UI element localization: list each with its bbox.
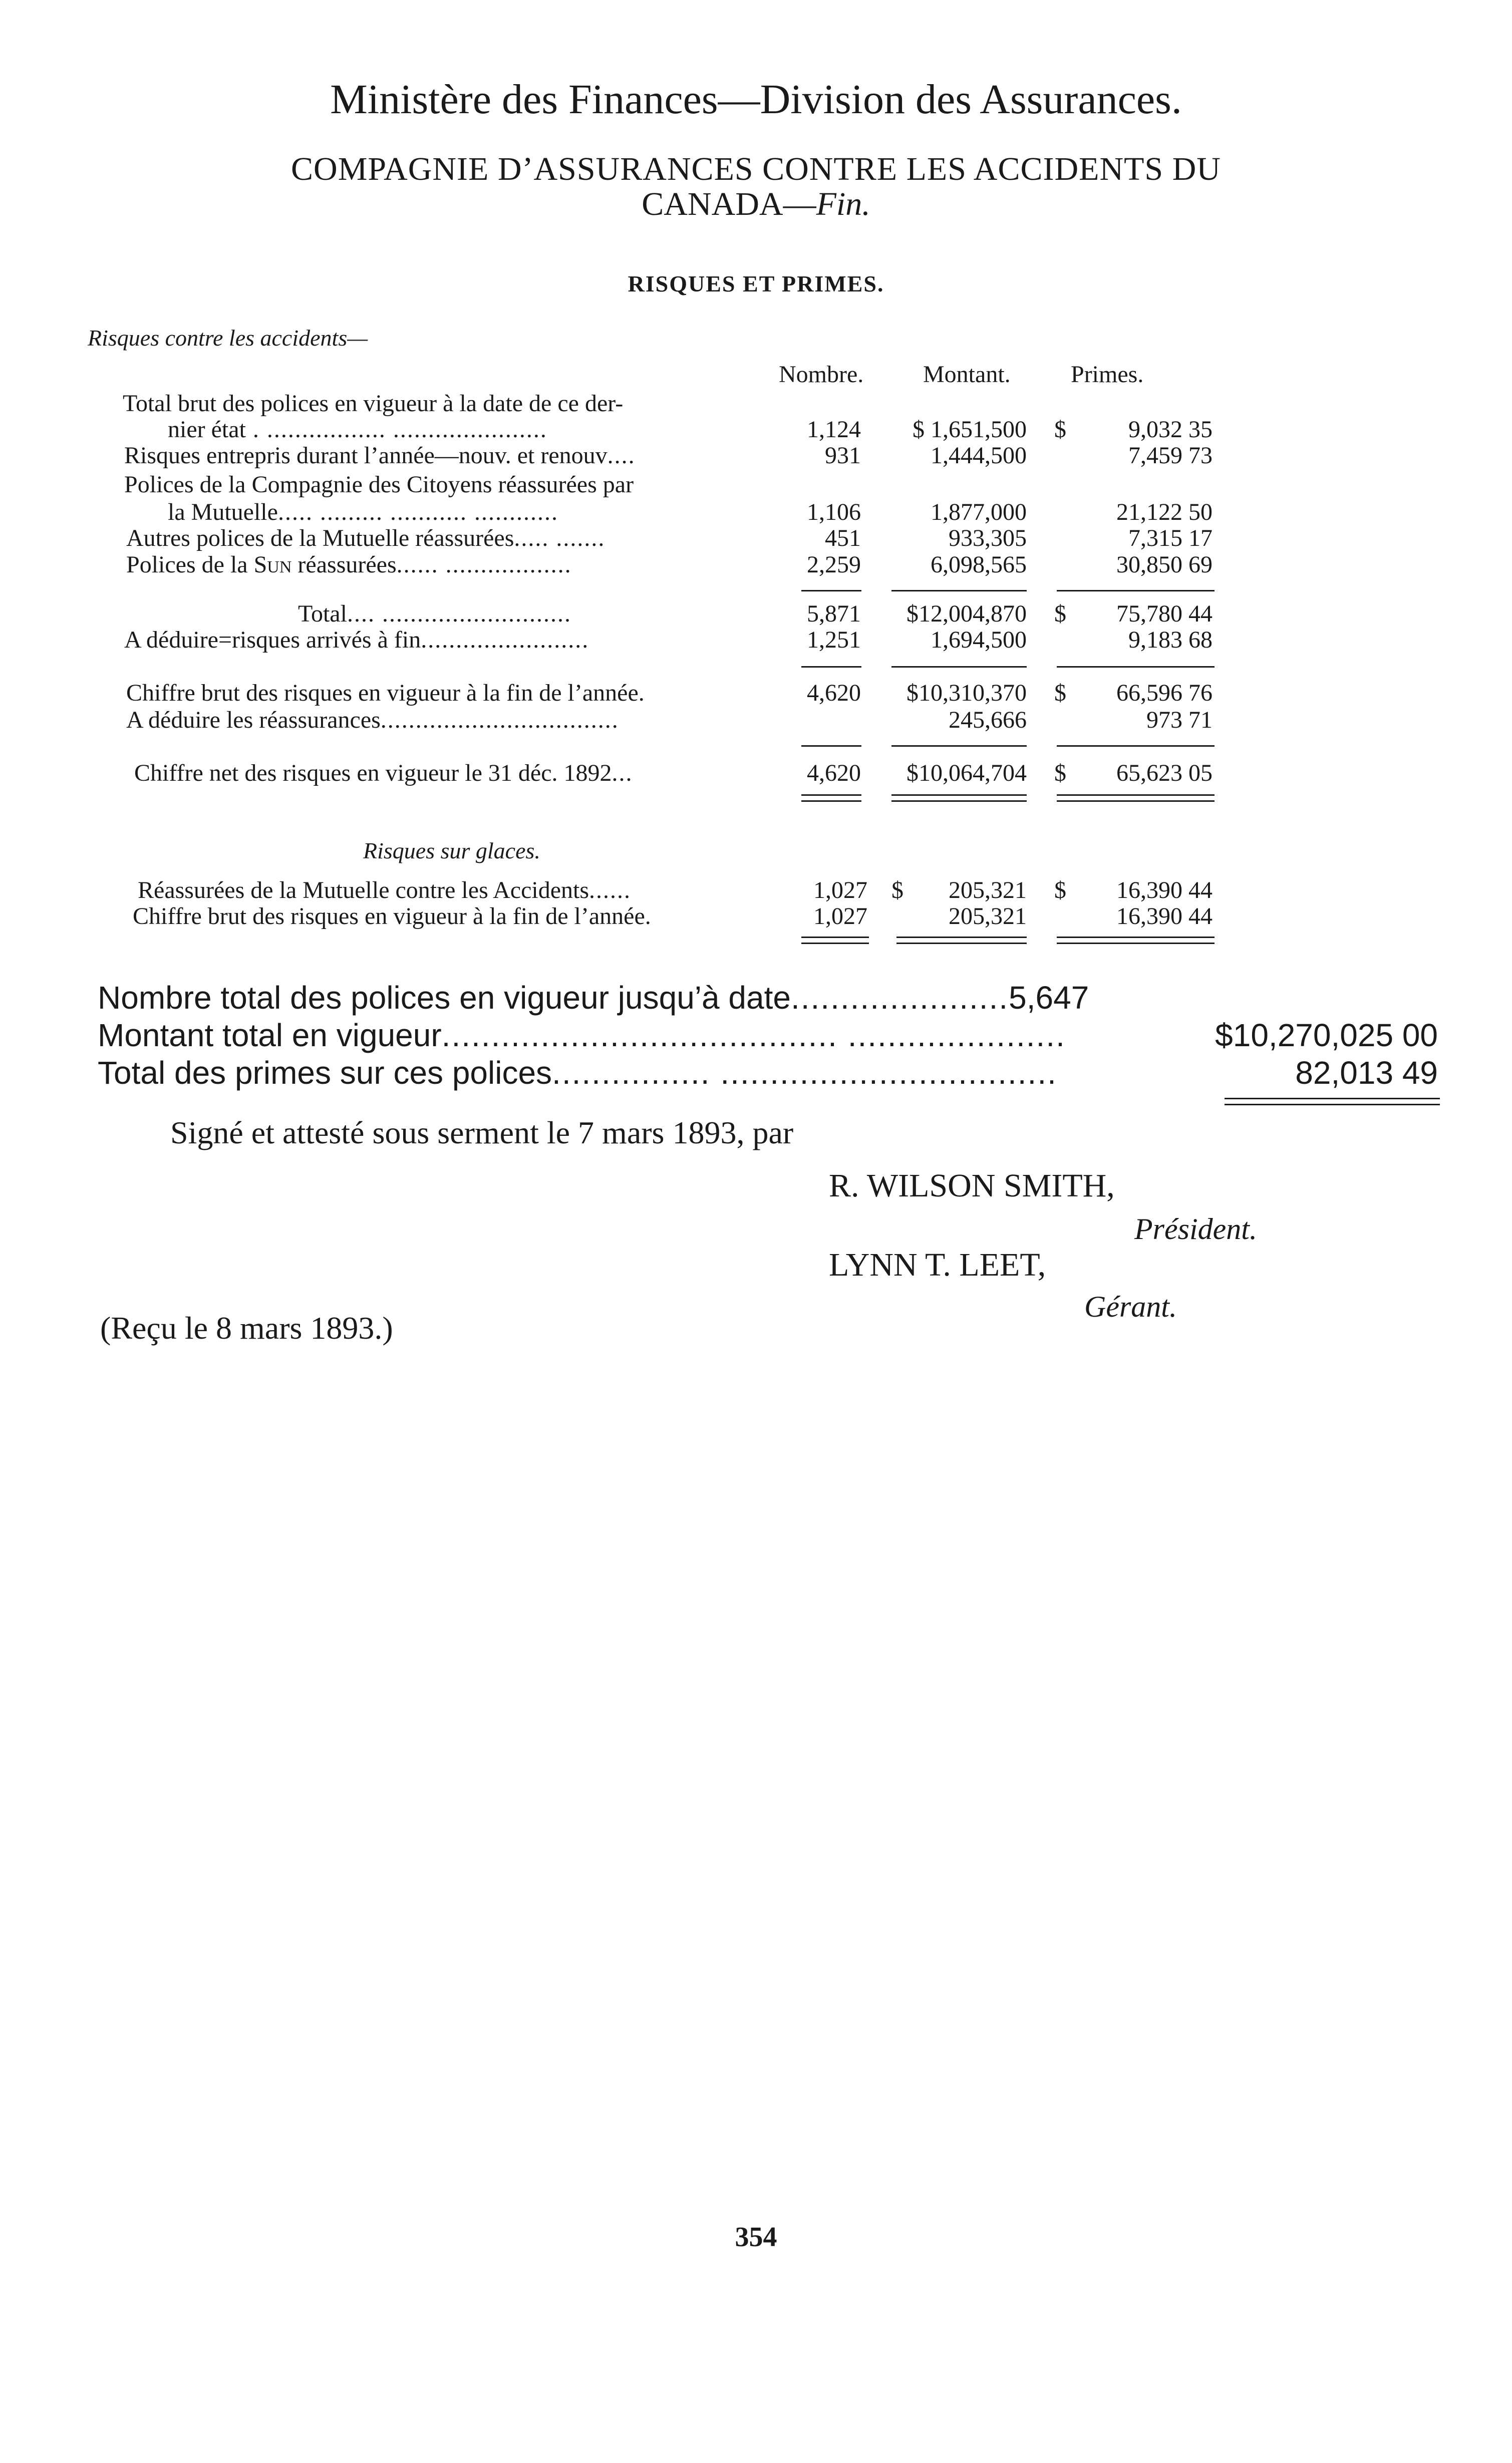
- cell-montant: 933,305: [949, 525, 1027, 551]
- row-label: Autres polices de la Mutuelle réassurées: [126, 525, 514, 551]
- cell-montant: 6,098,565: [931, 551, 1027, 578]
- page-title: Ministère des Finances—Division des Assurances.: [330, 76, 1182, 123]
- summary-row: [98, 1054, 1057, 1091]
- signature-title: Président.: [1134, 1212, 1257, 1246]
- attestation: Signé et attesté sous serment le 7 mars 1893, par: [170, 1115, 794, 1150]
- col-header-montant: Montant.: [923, 361, 1011, 388]
- cell-primes: 7,459 73: [1128, 442, 1213, 469]
- cell-montant: $10,064,704: [906, 760, 1027, 786]
- row-label: Polices de la: [126, 551, 254, 578]
- double-rule: [1057, 800, 1215, 802]
- double-rule: [1225, 1098, 1440, 1099]
- cell-primes: 75,780 44: [1116, 600, 1213, 627]
- dot-leader: ......................: [790, 980, 1009, 1016]
- rule: [801, 590, 861, 591]
- dot-leader: . ................. ......................: [245, 416, 547, 443]
- total-row: [298, 600, 571, 628]
- rule: [1057, 666, 1215, 668]
- row-label: Réassurées de la Mutuelle contre les Accidents: [138, 877, 589, 903]
- row-label: réassurées: [291, 551, 397, 578]
- cell-primes-dollar: $: [1054, 760, 1066, 786]
- cell-nombre: 1,027: [813, 877, 867, 903]
- reassurances-row: [126, 706, 619, 734]
- cell-nombre: 4,620: [807, 680, 861, 706]
- cell-montant: 1,694,500: [931, 627, 1027, 653]
- cell-nombre: 1,124: [807, 416, 861, 443]
- dot-leader: ..... ......... ........... ............: [277, 499, 558, 525]
- summary-label: Montant total en vigueur: [98, 1017, 442, 1053]
- summary-row: [98, 979, 1089, 1016]
- table-row: [168, 498, 558, 526]
- rule: [1057, 745, 1215, 747]
- cell-nombre: 4,620: [807, 760, 861, 786]
- total-label: Total: [298, 600, 347, 627]
- cell-montant: $ 1,651,500: [913, 416, 1027, 443]
- row-label-continued: Polices de la Compagnie des Citoyens réassurées par: [124, 471, 634, 498]
- company-name-fin: Fin.: [816, 186, 870, 222]
- cell-montant: $12,004,870: [906, 600, 1027, 627]
- dot-leader: ........................................ ......................: [441, 1017, 1066, 1053]
- cell-montant: 1,877,000: [931, 499, 1027, 525]
- rule: [801, 745, 861, 747]
- cell-nombre: 451: [825, 525, 861, 551]
- row-label: nier état: [168, 416, 246, 443]
- dot-leader: ......: [589, 877, 632, 903]
- summary-label: Total des primes sur ces polices: [98, 1055, 552, 1091]
- company-name-canada: CANADA—: [642, 186, 816, 222]
- cell-montant-dollar: $: [891, 877, 903, 903]
- cell-montant: 1,444,500: [931, 442, 1027, 469]
- dot-leader: ................ ..................................: [552, 1055, 1057, 1091]
- cell-nombre: 1,251: [807, 627, 861, 653]
- summary-row: [98, 1017, 1066, 1054]
- cell-primes: 973 71: [1146, 707, 1213, 733]
- accidents-heading: Risques contre les accidents—: [88, 325, 368, 351]
- summary-value: 82,013 49: [1295, 1055, 1438, 1091]
- received-note: (Reçu le 8 mars 1893.): [100, 1310, 393, 1346]
- table-row: [126, 551, 572, 578]
- row-label-continued: Total brut des polices en vigueur à la date de ce der-: [123, 390, 624, 417]
- cell-nombre: 931: [825, 442, 861, 469]
- double-rule: [896, 943, 1027, 944]
- double-rule: [801, 943, 869, 944]
- reassurances-label: A déduire les réassurances: [126, 707, 381, 733]
- signature-name: LYNN T. LEET,: [829, 1247, 1046, 1283]
- dot-leader: ....: [607, 442, 636, 469]
- deduire-row: [124, 626, 589, 654]
- table-row: [126, 524, 605, 552]
- table-row: [124, 442, 636, 469]
- section-title: RISQUES ET PRIMES.: [628, 271, 884, 296]
- double-rule: [1225, 1104, 1440, 1105]
- dot-leader: ...: [612, 760, 633, 786]
- page-number: 354: [735, 2222, 777, 2253]
- double-rule: [801, 794, 861, 796]
- chiffre-brut-label: Chiffre brut des risques en vigueur à la fin de l’année.: [126, 680, 645, 706]
- col-header-primes: Primes.: [1071, 361, 1144, 388]
- chiffre-net-row: [134, 759, 633, 787]
- cell-primes-dollar: $: [1054, 600, 1066, 627]
- cell-primes: 7,315 17: [1128, 525, 1213, 551]
- dot-leader: ...... ..................: [396, 551, 572, 578]
- glaces-row: [138, 876, 631, 904]
- company-name-line1: COMPAGNIE D’ASSURANCES CONTRE LES ACCIDENTS DU: [291, 151, 1221, 187]
- double-rule: [801, 800, 861, 802]
- double-rule: [1057, 794, 1215, 796]
- cell-nombre: 2,259: [807, 551, 861, 578]
- dot-leader: ..................................: [380, 707, 619, 733]
- dot-leader: .... ...........................: [347, 600, 571, 627]
- cell-primes: 16,390 44: [1116, 877, 1213, 903]
- cell-primes: 66,596 76: [1116, 680, 1213, 706]
- cell-primes: 65,623 05: [1116, 760, 1213, 786]
- rule: [891, 666, 1027, 668]
- double-rule: [896, 937, 1027, 938]
- cell-primes-dollar: $: [1054, 416, 1066, 443]
- cell-primes: 9,032 35: [1128, 416, 1213, 443]
- summary-value: $10,270,025 00: [1215, 1017, 1438, 1053]
- cell-primes: 21,122 50: [1116, 499, 1213, 525]
- dot-leader: ..... .......: [514, 525, 606, 551]
- rule: [891, 745, 1027, 747]
- table-row: [168, 416, 547, 443]
- cell-primes-dollar: $: [1054, 877, 1066, 903]
- double-rule: [891, 794, 1027, 796]
- double-rule: [1057, 943, 1215, 944]
- signature-title: Gérant.: [1084, 1290, 1177, 1323]
- cell-nombre: 5,871: [807, 600, 861, 627]
- cell-primes: 30,850 69: [1116, 551, 1213, 578]
- cell-nombre: 1,106: [807, 499, 861, 525]
- rule: [801, 666, 861, 668]
- cell-nombre: 1,027: [813, 903, 867, 930]
- cell-montant: $10,310,370: [906, 680, 1027, 706]
- glaces-row: Chiffre brut des risques en vigueur à la fin de l’année.: [133, 903, 651, 930]
- row-label: la Mutuelle: [168, 499, 278, 525]
- rule: [891, 590, 1027, 591]
- dot-leader: ........................: [421, 627, 589, 653]
- signature-name: R. WILSON SMITH,: [829, 1167, 1115, 1204]
- rule: [1057, 590, 1215, 591]
- double-rule: [891, 800, 1027, 802]
- cell-montant: 205,321: [949, 877, 1027, 903]
- double-rule: [1057, 937, 1215, 938]
- summary-value: 5,647: [1009, 980, 1089, 1016]
- cell-primes-dollar: $: [1054, 680, 1066, 706]
- cell-montant: 245,666: [949, 707, 1027, 733]
- cell-primes: 9,183 68: [1128, 627, 1213, 653]
- chiffre-net-label: Chiffre net des risques en vigueur le 31 déc. 1892: [134, 760, 612, 786]
- col-header-nombre: Nombre.: [779, 361, 864, 388]
- cell-montant: 205,321: [949, 903, 1027, 930]
- summary-label: Nombre total des polices en vigueur jusqu’à date: [98, 980, 791, 1016]
- double-rule: [801, 937, 869, 938]
- deduire-label: A déduire=risques arrivés à fin: [124, 627, 421, 653]
- row-label: Risques entrepris durant l’année—nouv. et renouv: [124, 442, 608, 469]
- row-label-sun: Sun: [253, 551, 292, 578]
- cell-primes: 16,390 44: [1116, 903, 1213, 930]
- glaces-heading: Risques sur glaces.: [363, 838, 540, 863]
